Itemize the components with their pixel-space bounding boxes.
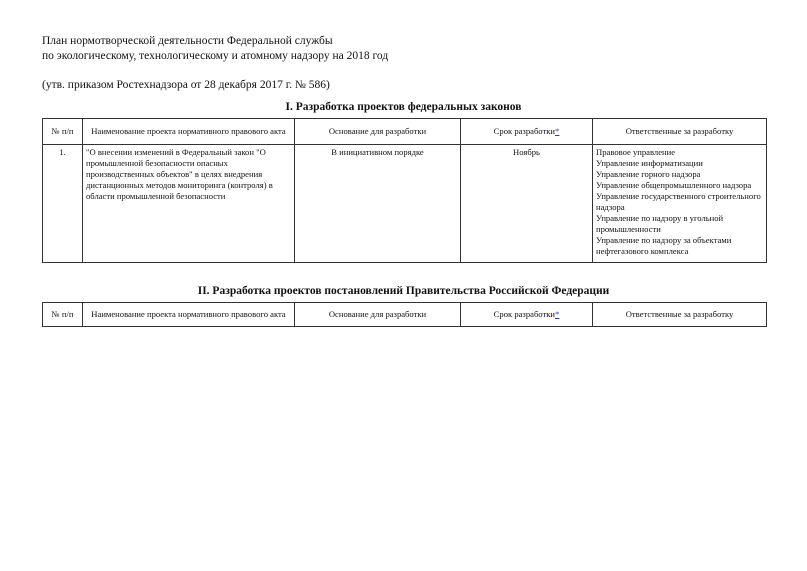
document-title-line-1: План нормотворческой деятельности Федеральной службы [42,35,333,47]
row-act-name: "О внесении изменений в Федеральный закон "О промышленной безопасности опасных производственных объектов" в целях внедрения дистанционных методов мониторинга (контроля) в области промышленной безопасности [83,145,295,263]
row-number: 1. [43,145,83,263]
document-title [42,34,388,64]
header-deadline-label: Срок разработки [493,126,556,136]
header-number: № п/п [43,303,83,327]
footnote-link[interactable]: * [555,309,560,319]
section-1-table [42,118,767,263]
header-responsible: Ответственные за разработку [593,303,767,327]
row-deadline: Ноябрь [461,145,593,263]
row-responsible [593,145,767,263]
table-row [43,145,767,263]
table-header-row [43,303,767,327]
header-deadline-label: Срок разработки [493,309,556,319]
header-deadline [461,119,593,145]
responsible-item: Управление государственного строительного надзора [596,191,761,212]
footnote-link[interactable]: * [555,126,560,136]
header-number: № п/п [43,119,83,145]
section-1-heading: I. Разработка проектов федеральных законов [285,101,522,113]
responsible-item: Правовое управление [596,147,676,157]
document-title-line-2: по экологическому, технологическому и атомному надзору на 2018 год [42,50,389,62]
responsible-item: Управление общепромышленного надзора [596,180,752,190]
header-name: Наименование проекта нормативного правового акта [83,119,295,145]
table-header-row [43,119,767,145]
header-deadline [461,303,593,327]
header-basis: Основание для разработки [295,119,461,145]
header-basis: Основание для разработки [295,303,461,327]
section-2-heading: II. Разработка проектов постановлений Правительства Российской Федерации [197,285,610,297]
section-2-table [42,302,767,327]
responsible-item: Управление горного надзора [596,169,701,179]
header-name: Наименование проекта нормативного правового акта [83,303,295,327]
header-responsible: Ответственные за разработку [593,119,767,145]
responsible-item: Управление по надзору за объектами нефтегазового комплекса [596,235,732,256]
responsible-item: Управление по надзору в угольной промышленности [596,213,724,234]
responsible-item: Управление информатизации [596,158,703,168]
row-basis: В инициативном порядке [295,145,461,263]
document-approval-note: (утв. приказом Ростехнадзора от 28 декабря 2017 г. № 586) [42,79,330,91]
